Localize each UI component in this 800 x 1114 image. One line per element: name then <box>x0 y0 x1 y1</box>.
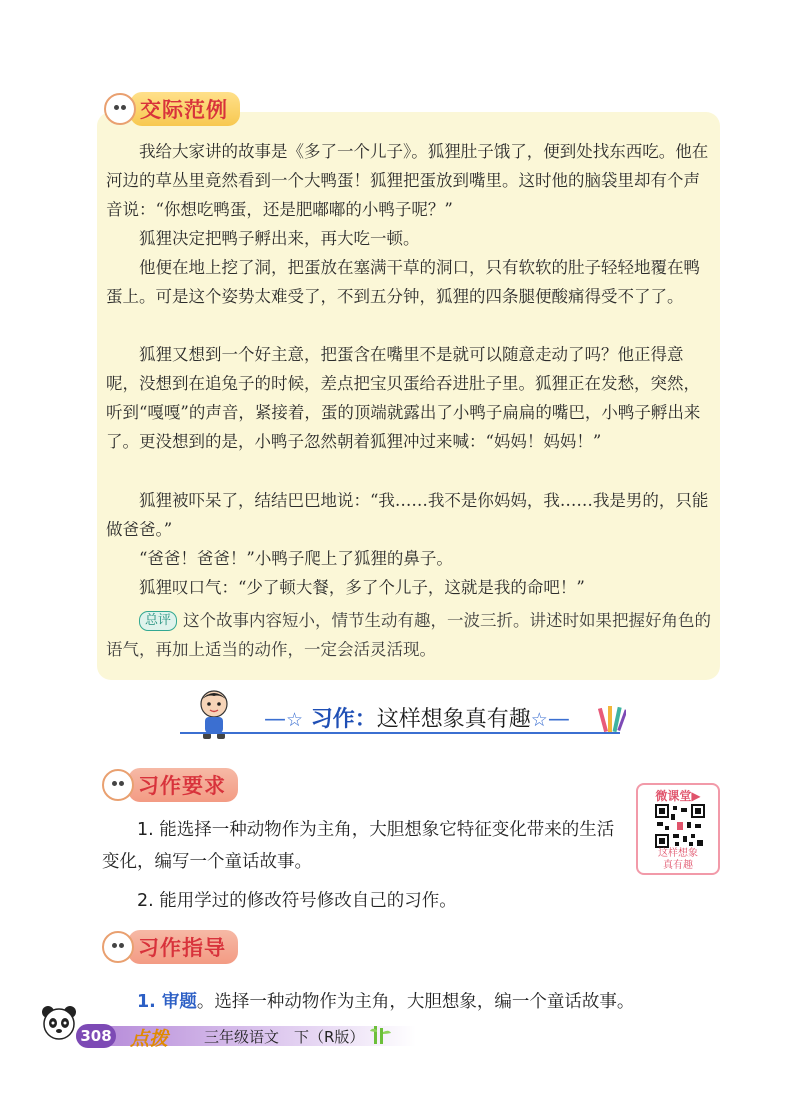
review-tag: 总评 <box>139 611 177 631</box>
requirement-item-1: 1. 能选择一种动物作为主角，大胆想象它特征变化带来的生活变化，编写一个童话故事。 <box>102 820 615 872</box>
book-title: 三年级语文 下（R版） <box>204 1028 365 1046</box>
bamboo-icon <box>370 1024 392 1046</box>
banner-dash-left: — <box>264 707 286 732</box>
requirement-item-2: 2. 能用学过的修改符号修改自己的习作。 <box>137 891 457 911</box>
micro-lesson-qr-card[interactable] <box>636 783 720 875</box>
example-heading-label: 交际范例 <box>130 92 240 126</box>
example-paragraph-6: “爸爸！爸爸！”小鸭子爬上了狐狸的鼻子。 <box>139 549 453 568</box>
banner-dash-right: — <box>547 707 570 732</box>
guidance-heading-label: 习作指导 <box>128 930 238 964</box>
requirements-heading <box>102 768 238 802</box>
puppy-mascot-icon <box>102 769 134 801</box>
banner-subtitle: 这样想象真有趣 <box>376 707 531 732</box>
pencils-icon <box>598 704 626 734</box>
example-paragraph-7: 狐狸叹口气：“少了顿大餐，多了个儿子，这就是我的命吧！” <box>139 578 585 597</box>
qr-code-icon[interactable] <box>655 804 705 848</box>
banner-separator: ： <box>354 707 377 732</box>
page-number: 308 <box>76 1024 116 1048</box>
requirements-heading-label: 习作要求 <box>128 768 238 802</box>
qr-card-caption: 这样想象 真有趣 <box>658 848 698 871</box>
brand-logo: 点拨 <box>130 1028 169 1050</box>
star-icon: ☆ <box>286 709 304 731</box>
example-paragraph-2: 狐狸决定把鸭子孵出来，再大吃一顿。 <box>139 229 420 248</box>
guidance-item-number: 1. 审题 <box>137 992 197 1012</box>
example-paragraph-3: 他便在地上挖了洞，把蛋放在塞满干草的洞口，只有软软的肚子轻轻地覆在鸭蛋上。可是这个姿势太难受了，不到五分钟，狐狸的四条腿便酸痛得受不了了。 <box>106 258 700 306</box>
example-paragraph-1: 我给大家讲的故事是《多了一个儿子》。狐狸肚子饿了，便到处找东西吃。他在河边的草丛里竟然看到一个大鸭蛋！狐狸把蛋放到嘴里。这时他的脑袋里却有个声音说：“你想吃鸭蛋，还是肥嘟嘟的小鸭子呢？” <box>106 142 709 219</box>
guidance-item-1 <box>102 986 722 1018</box>
guidance-item-text: 。选择一种动物作为主角，大胆想象，编一个童话故事。 <box>196 992 635 1012</box>
example-paragraph-4: 狐狸又想到一个好主意，把蛋含在嘴里不是就可以随意走动了吗？他正得意呢，没想到在追兔子的时候，差点把宝贝蛋给吞进肚子里。狐狸正在发愁，突然，听到“嘎嘎”的声音，紧接着，蛋的顶端就露出了小鸭子扁扁的嘴巴，小鸭子孵出来了。更没想到的是，小鸭子忽然朝着狐狸冲过来喊：“妈妈！妈妈！” <box>106 345 701 451</box>
chick-mascot-icon <box>104 93 136 125</box>
writing-topic-banner <box>160 696 640 742</box>
qr-card-title: 微课堂▶ <box>655 789 701 803</box>
star-icon: ☆ <box>530 709 548 731</box>
puppy-mascot-icon <box>102 931 134 963</box>
review-paragraph <box>106 606 712 664</box>
banner-title <box>264 702 570 733</box>
example-paragraph-5: 狐狸被吓呆了，结结巴巴地说：“我……我不是你妈妈，我……我是男的，只能做爸爸。” <box>106 491 709 539</box>
page-footer <box>38 1020 418 1050</box>
banner-label: 习作 <box>310 707 355 732</box>
review-text: 这个故事内容短小，情节生动有趣，一波三折。讲述时如果把握好角色的语气，再加上适当的动作，一定会活灵活现。 <box>106 611 712 659</box>
guidance-heading <box>102 930 238 964</box>
example-heading <box>104 92 240 126</box>
play-icon: ▶ <box>691 789 701 803</box>
